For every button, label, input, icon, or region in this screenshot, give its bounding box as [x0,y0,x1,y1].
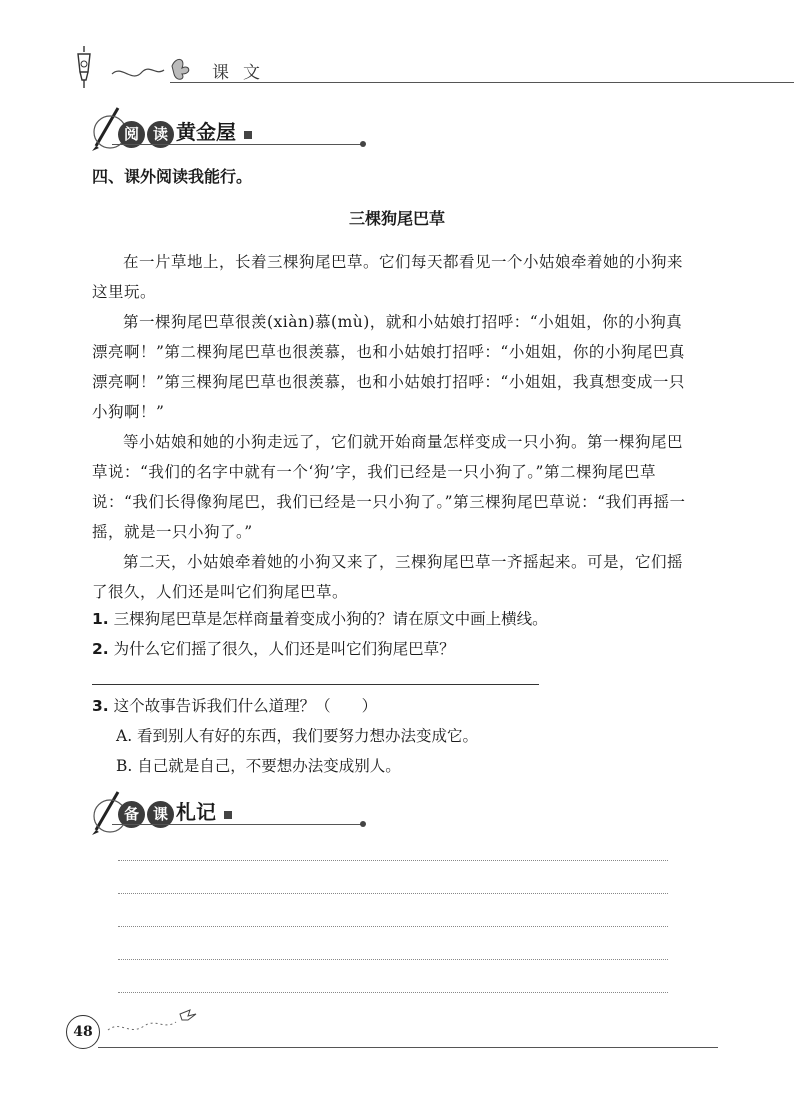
footer-divider [98,1047,718,1048]
question-number: 1. [92,610,109,628]
lamp-decoration-icon [72,44,202,94]
story-paragraph: 第二天，小姑娘牵着她的小狗又来了，三棵狗尾巴草一齐摇起来。可是，它们摇了很久，人们还是叫它们狗尾巴草。 [92,553,684,601]
questions-list [92,604,712,664]
story-paragraph: 在一片草地上，长着三棵狗尾巴草。它们每天都看见一个小姑娘牵着她的小狗来这里玩。 [92,253,684,301]
header-label: 课文 [212,63,274,83]
notes-line[interactable] [118,959,668,960]
story-body [92,247,696,607]
header-divider [170,82,794,83]
bird-decoration-icon [100,1000,210,1040]
story-paragraph: 第一棵狗尾巴草很羡(xiàn)慕(mù)，就和小姑娘打招呼：“小姐姐，你的小狗真漂亮啊！”第二棵狗尾巴草也很羡慕，也和小姑娘打招呼：“小姐姐，你的小狗尾巴真漂亮啊！”第三棵狗尾巴草也很羡慕，也和小姑娘打招呼：“小姐姐，我真想变成一只小狗啊！” [92,313,685,421]
story-paragraph: 等小姑娘和她的小狗走远了，它们就开始商量怎样变成一只小狗。第一棵狗尾巴草说：“我们的名字中就有一个‘狗’字，我们已经是一只小狗了。”第二棵狗尾巴草说：“我们长得像狗尾巴，我们已经是一只小狗了。”第三棵狗尾巴草说：“我们再摇一摇，就是一只小狗了。” [92,433,686,541]
notes-line[interactable] [118,926,668,927]
options-list [116,721,478,781]
notes-badge-1: 备 [118,801,145,828]
question-text: 三棵狗尾巴草是怎样商量着变成小狗的？请在原文中画上横线。 [113,610,548,628]
reading-title-text: 黄金屋 [176,120,236,144]
reading-section-underline [112,144,362,145]
question-text: 为什么它们摇了很久，人们还是叫它们狗尾巴草？ [113,640,455,658]
notes-title-text: 札记 [176,800,216,824]
notes-line[interactable] [118,992,668,993]
option-b[interactable]: B. 自己就是自己，不要想办法变成别人。 [116,757,401,775]
notes-section-underline [112,824,362,825]
option-a[interactable]: A. 看到别人有好的东西，我们要努力想办法变成它。 [116,727,479,745]
notes-line[interactable] [118,893,668,894]
question-number: 2. [92,640,109,658]
notes-line[interactable] [118,860,668,861]
reading-badge-2: 读 [147,121,174,148]
answer-line[interactable] [92,684,539,685]
page-number: 48 [66,1015,100,1049]
question-2 [92,634,712,664]
question-heading: 四、课外阅读我能行。 [92,167,253,186]
question-1 [92,604,712,634]
story-title: 三棵狗尾巴草 [348,209,445,228]
square-bullet-icon [224,811,232,819]
question-3 [92,691,377,721]
question-number: 3. [92,697,109,715]
question-text: 这个故事告诉我们什么道理？（ ） [113,697,378,715]
underline-end-dot [360,821,366,827]
square-bullet-icon [244,131,252,139]
notes-badge-2: 课 [147,801,174,828]
underline-end-dot [360,141,366,147]
reading-badge-1: 阅 [118,121,145,148]
